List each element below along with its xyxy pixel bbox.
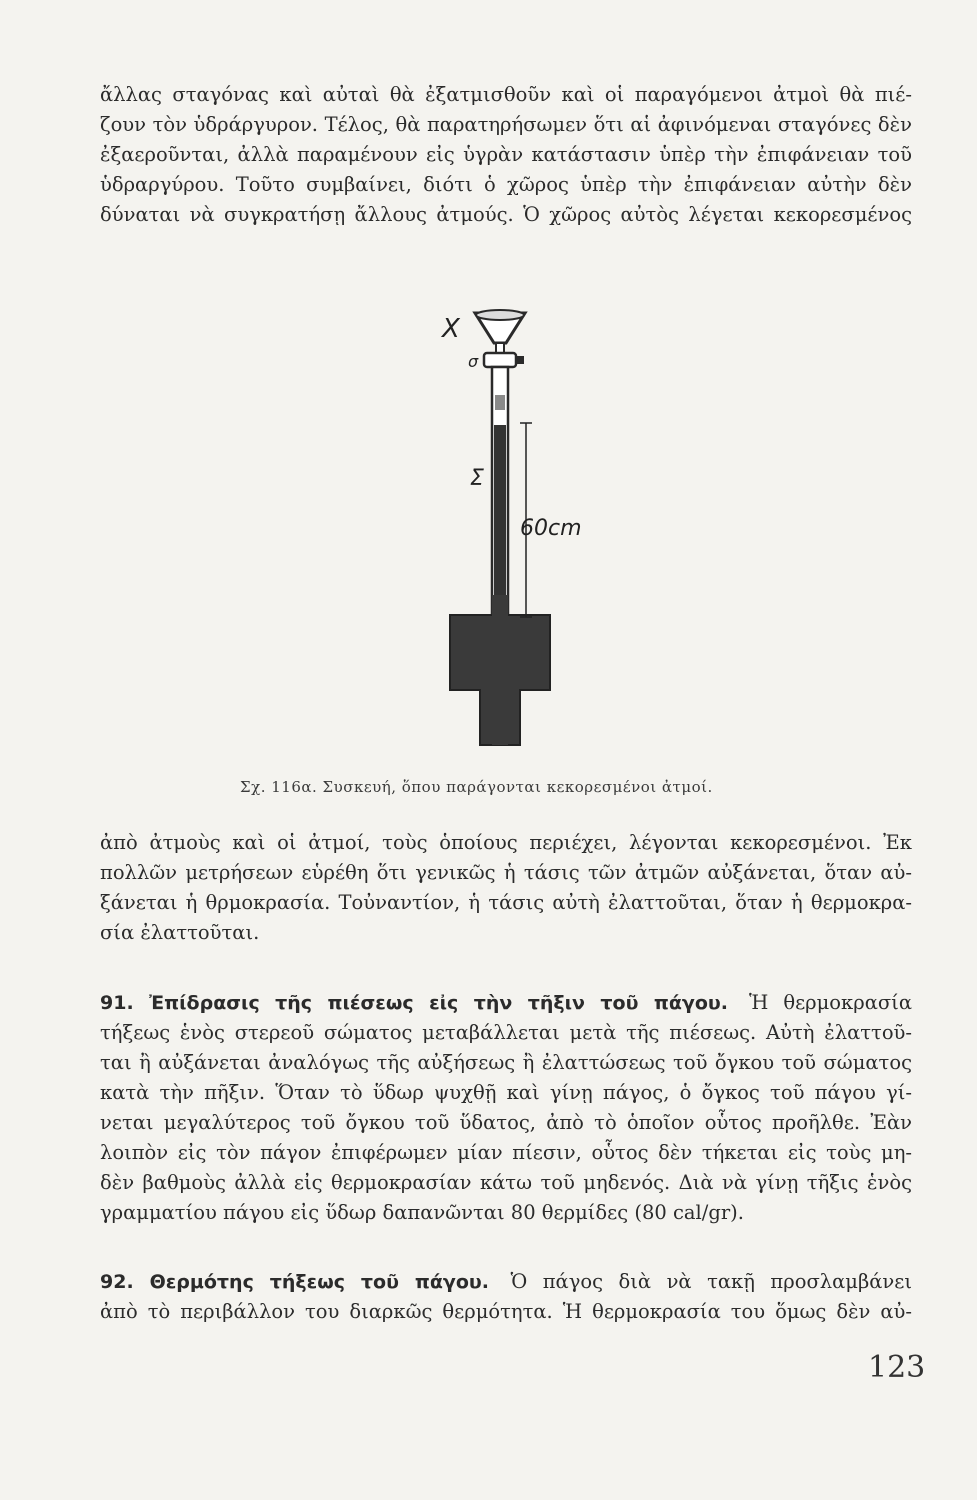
section-heading: 92. Θερμότης τήξεως τοῦ πάγου. [100, 1271, 489, 1293]
section-heading-line [100, 988, 912, 1018]
tube-in-dish [492, 595, 508, 745]
funnel-rim [476, 310, 524, 320]
text-line: ξάνεται ἡ θρμοκρασία. Τοὐναντίον, ἡ τάσις αὐτὴ ἐλαττοῦται, ὅταν ἡ θερμοκρα- [100, 891, 912, 914]
label-sigma-small: σ [468, 352, 479, 371]
text-line: δὲν βαθμοὺς ἀλλὰ εἰς θερμοκρασίαν κάτω τοῦ μηδενός. Διὰ νὰ γίνῃ τῆξις ἑνὸς [100, 1171, 912, 1194]
heading-line-text: Ἡ θερμοκρασία [748, 991, 912, 1014]
text-line: ἄλλας σταγόνας καὶ αὐταὶ θὰ ἐξατμισθοῦν καὶ οἱ παραγόμενοι ἀτμοὶ θὰ πιέ- [100, 83, 912, 106]
label-height: 60cm [520, 516, 582, 541]
apparatus-figure [420, 295, 620, 755]
label-x: X [442, 314, 460, 344]
text-line: ται ἢ αὐξάνεται ἀναλόγως τῆς αὐξήσεως ἢ ἐλαττώσεως τοῦ ὄγκου τοῦ σώματος [100, 1051, 912, 1074]
text-line: ἀπὸ ἀτμοὺς καὶ οἱ ἀτμοί, τοὺς ὁποίους περιέχει, λέγονται κεκορεσμένοι. Ἐκ [100, 831, 912, 854]
text-line: νεται μεγαλύτερος τοῦ ὄγκου τοῦ ὕδατος, ἀπὸ τὸ ὁποῖον οὗτος προῆλθε. Ἐὰν [100, 1111, 912, 1134]
page-number: 123 [868, 1350, 926, 1385]
text-line: ὑδραργύρου. Τοῦτο συμβαίνει, διότι ὁ χῶρος ὑπὲρ τὴν ἐπιφάνειαν αὐτὴν δὲν [100, 173, 912, 196]
section-91 [100, 988, 912, 1228]
paragraph-mid [100, 828, 912, 948]
stopcock [484, 353, 516, 367]
text-line: ἀπὸ τὸ περιβάλλον του διαρκῶς θερμότητα. Ἡ θερμοκρασία του ὅμως δὲν αὐ- [100, 1300, 912, 1323]
text-line: πολλῶν μετρήσεων εὑρέθη ὅτι γενικῶς ἡ τάσις τῶν ἀτμῶν αὐξάνεται, ὅταν αὐ- [100, 861, 912, 884]
text-line: κατὰ τὴν πῆξιν. Ὅταν τὸ ὕδωρ ψυχθῇ καὶ γίνῃ πάγος, ὁ ὄγκος τοῦ πάγου γί- [100, 1081, 912, 1104]
heading-line-text: Ὁ πάγος διὰ νὰ τακῇ προσλαμβάνει [510, 1270, 912, 1293]
text-line: γραμματίου πάγου εἰς ὕδωρ δαπανῶνται 80 θερμίδες (80 cal/gr). [100, 1201, 744, 1224]
section-92 [100, 1267, 912, 1327]
paragraph-top [100, 80, 912, 230]
text-line: ἐξαεροῦνται, ἀλλὰ παραμένουν εἰς ὑγρὰν κατάστασιν ὑπὲρ τὴν ἐπιφάνειαν τοῦ [100, 143, 912, 166]
stopcock-handle [516, 356, 524, 364]
liquid-drops [495, 395, 505, 410]
text-line: ζουν τὸν ὑδράργυρον. Τέλος, θὰ παρατηρήσωμεν ὅτι αἱ ἀφινόμεναι σταγόνες δὲν [100, 113, 912, 136]
section-heading: 91. Ἐπίδρασις τῆς πιέσεως εἰς τὴν τῆξιν τοῦ πάγου. [100, 992, 728, 1014]
text-line: σία ἐλαττοῦται. [100, 921, 260, 944]
label-sigma-large: Σ [470, 466, 484, 491]
text-line: λοιπὸν εἰς τὸν πάγον ἐπιφέρωμεν μίαν πίεσιν, οὗτος δὲν τήκεται εἰς τοὺς μη- [100, 1141, 912, 1164]
section-heading-line [100, 1267, 912, 1297]
text-line: τήξεως ἑνὸς στερεοῦ σώματος μεταβάλλεται μετὰ τῆς πιέσεως. Αὐτὴ ἐλαττοῦ- [100, 1021, 912, 1044]
text-line: δύναται νὰ συγκρατήσῃ ἄλλους ἀτμούς. Ὁ χῶρος αὐτὸς λέγεται κεκορεσμένος [100, 203, 912, 226]
figure-caption: Σχ. 116α. Συσκευή, ὅπου παράγονται κεκορεσμένοι ἀτμοί. [240, 778, 713, 796]
